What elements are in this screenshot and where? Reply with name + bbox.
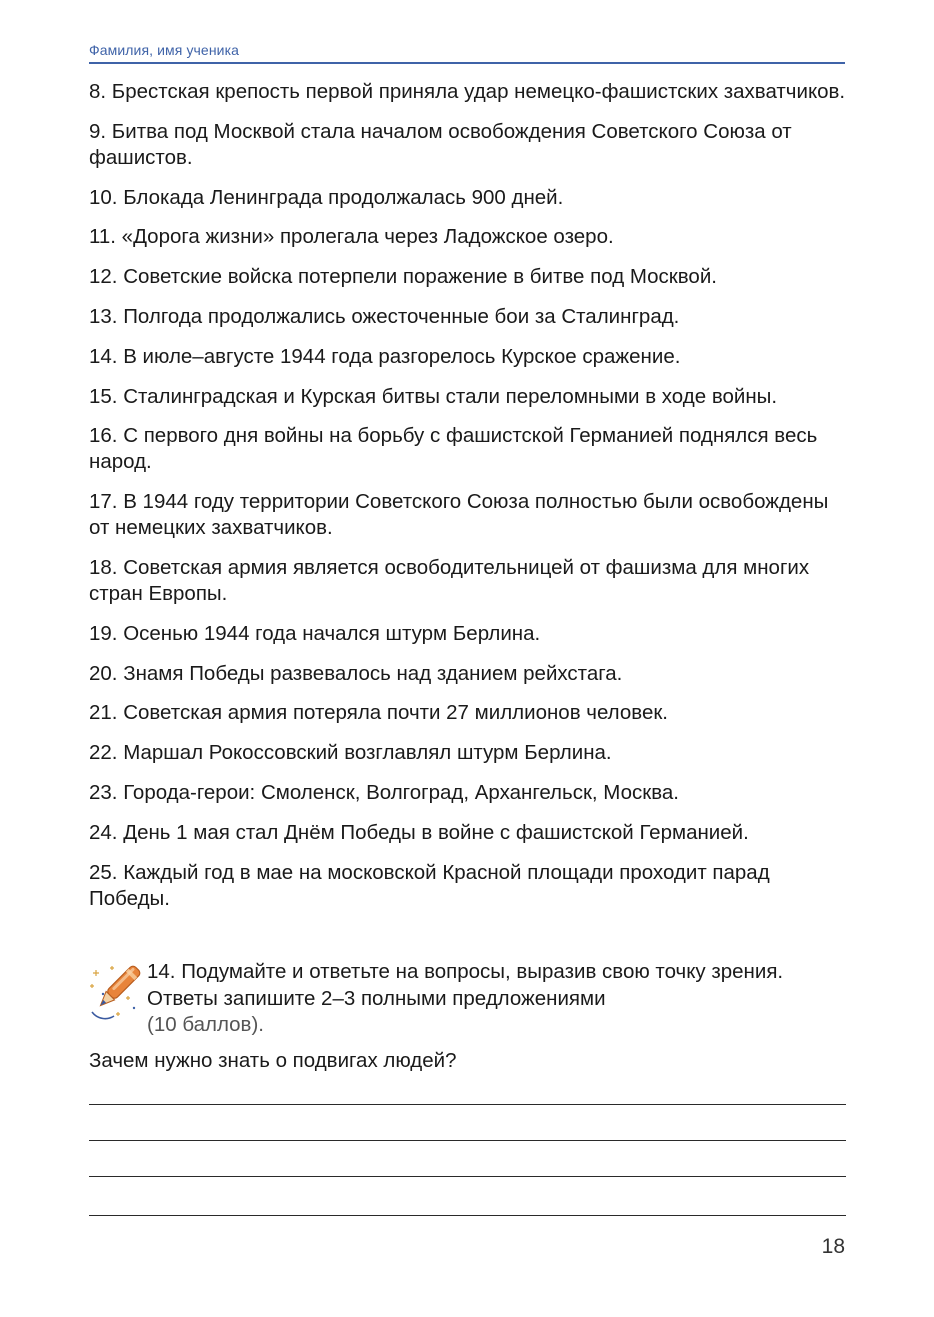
statement-item: 16. С первого дня войны на борьбу с фашистской Германией поднялся весь народ. [89, 424, 818, 474]
statement-item: 19. Осенью 1944 года начался штурм Берлина. [89, 621, 541, 645]
task-instruction-text: 14. Подумайте и ответьте на вопросы, выразив свою точку зрения. Ответы запишите 2–3 полными предложениями [147, 960, 784, 1010]
statement-item: 23. Города-герои: Смоленск, Волгоград, Архангельск, Москва. [89, 780, 679, 804]
statement-item: 21. Советская армия потеряла почти 27 миллионов человек. [89, 701, 669, 725]
statement-item: 22. Маршал Рокоссовский возглавлял штурм Берлина. [89, 741, 612, 765]
answer-line[interactable] [89, 1104, 846, 1105]
statements-list [89, 79, 849, 925]
question-text: Зачем нужно знать о подвигах людей? [89, 1049, 457, 1072]
statement-item: 20. Знамя Победы развевалось над зданием рейхстага. [89, 661, 623, 685]
statement-item: 11. «Дорога жизни» пролегала через Ладожское озеро. [89, 225, 614, 249]
answer-line[interactable] [89, 1215, 846, 1216]
task-points: (10 баллов). [147, 1013, 264, 1036]
statement-item: 12. Советские войска потерпели поражение в битве под Москвой. [89, 265, 717, 289]
task-instruction [147, 959, 837, 1039]
statement-item: 10. Блокада Ленинграда продолжалась 900 дней. [89, 185, 564, 209]
statement-item: 18. Советская армия является освободительницей от фашизма для многих стран Европы. [89, 555, 810, 605]
statement-item: 25. Каждый год в мае на московской Красной площади проходит парад Победы. [89, 860, 770, 910]
answer-line[interactable] [89, 1140, 846, 1141]
page-header [89, 40, 845, 64]
statement-item: 24. День 1 мая стал Днём Победы в войне с фашистской Германией. [89, 820, 749, 844]
answer-line[interactable] [89, 1176, 846, 1177]
statement-item: 9. Битва под Москвой стала началом освобождения Советского Союза от фашистов. [89, 119, 792, 169]
pen-icon [88, 960, 142, 1024]
statement-item: 8. Брестская крепость первой приняла удар немецко-фашистских захватчиков. [89, 80, 846, 103]
page-number: 18 [821, 1235, 845, 1258]
statement-item: 15. Сталинградская и Курская битвы стали переломными в ходе войны. [89, 384, 778, 408]
student-name-label: Фамилия, имя ученика [89, 42, 239, 58]
statement-item: 13. Полгода продолжались ожесточенные бои за Сталинград. [89, 304, 680, 328]
task-block [88, 958, 848, 1042]
statement-item: 14. В июле–августе 1944 года разгорелось Курское сражение. [89, 344, 681, 368]
statement-item: 17. В 1944 году территории Советского Союза полностью были освобождены от немецких захватчиков. [89, 490, 829, 540]
